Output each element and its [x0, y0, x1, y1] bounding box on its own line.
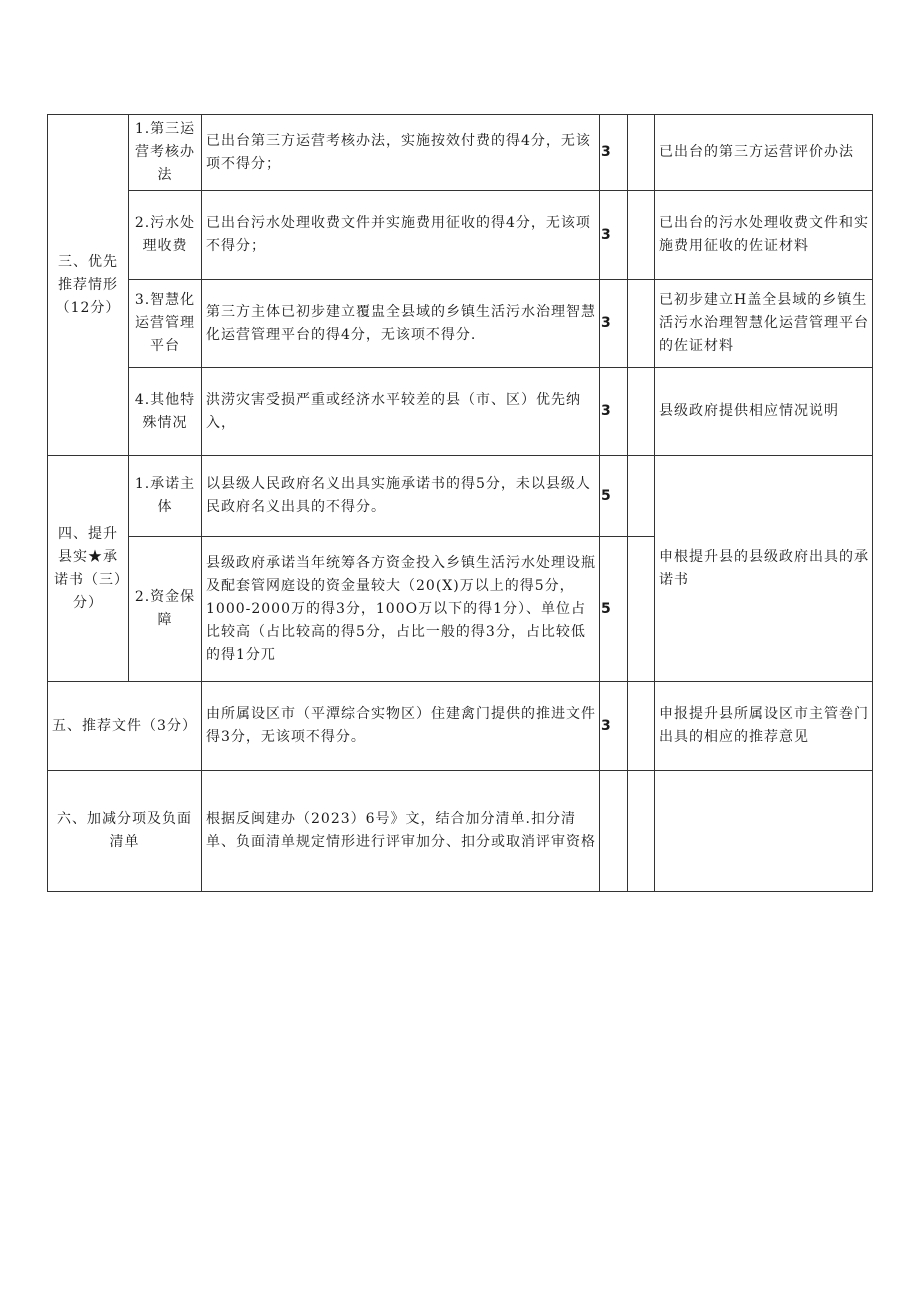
table-row — [48, 280, 873, 368]
category-cell-3: 三、优先推荐情形（12分） — [48, 115, 129, 456]
table-row — [48, 771, 873, 892]
item-evidence: 已出台的污水处理收费文件和实施费用征收的佐证材料 — [655, 191, 873, 280]
item-score: 3 — [600, 191, 628, 280]
item-criteria: 以县级人民政府名义出具实施承诺书的得5分，未以县级人民政府名义出具的不得分。 — [202, 456, 600, 537]
category-cell-5: 五、推荐文件（3分） — [48, 682, 202, 771]
item-score: 3 — [600, 280, 628, 368]
table-row — [48, 456, 873, 537]
item-evidence: 申根提升县的县级政府出具的承诺书 — [655, 456, 873, 682]
item-evidence: 已出台的第三方运营评价办法 — [655, 115, 873, 191]
blank-cell — [628, 456, 655, 537]
table-row — [48, 368, 873, 456]
item-evidence: 申报提升县所属设区市主管巻门出具的相应的推荐意见 — [655, 682, 873, 771]
item-score: 5 — [600, 537, 628, 682]
item-name: 2.污水处理收费 — [129, 191, 202, 280]
item-criteria: 由所属设区市（平潭综合实物区）住建禽门提供的推进文件得3分，无该项不得分。 — [202, 682, 600, 771]
item-criteria: 第三方主体已初步建立覆盅全县域的乡镇生活污水治理智慧化运营管理平台的得4分，无该项不得分. — [202, 280, 600, 368]
scoring-table — [47, 114, 873, 892]
blank-cell — [628, 115, 655, 191]
item-score: 3 — [600, 115, 628, 191]
item-name: 3.智慧化运营管理平台 — [129, 280, 202, 368]
table-row — [48, 191, 873, 280]
blank-cell — [628, 771, 655, 892]
blank-cell — [628, 191, 655, 280]
item-score: 3 — [600, 682, 628, 771]
item-criteria: 洪涝灾害受损严重或经济水平较差的县（市、区）优先纳入， — [202, 368, 600, 456]
table-row — [48, 115, 873, 191]
item-evidence: 已初步建立H盖全县域的乡镇生活污水治理智慧化运营管理平台的佐证材料 — [655, 280, 873, 368]
item-criteria: 已出台污水处理收费文件并实施费用征收的得4分，无该项不得分； — [202, 191, 600, 280]
item-name: 2.资金保障 — [129, 537, 202, 682]
item-criteria: 根据反闽建办（2023）6号》文，结合加分清单.扣分清单、负面清单规定情形进行评审加分、扣分或取消评审资格 — [202, 771, 600, 892]
item-criteria: 已出台第三方运营考核办法，实施按效付费的得4分，无该项不得分； — [202, 115, 600, 191]
blank-cell — [628, 280, 655, 368]
category-cell-4: 四、提升县实★承诺书（三）分） — [48, 456, 129, 682]
item-score: 5 — [600, 456, 628, 537]
item-name: 1.承诺主体 — [129, 456, 202, 537]
item-name: 1.第三运营考核办法 — [129, 115, 202, 191]
table-row — [48, 682, 873, 771]
item-evidence: 县级政府提供相应情况说明 — [655, 368, 873, 456]
category-cell-6: 六、加减分项及负面清单 — [48, 771, 202, 892]
blank-cell — [628, 682, 655, 771]
item-evidence — [655, 771, 873, 892]
item-criteria: 县级政府承诺当年统筹各方资金投入乡镇生活污水处理设瓶及配套管网庭设的资金量较大（20(X)万以上的得5分，1000-2000万的得3分，100O万以下的得1分）、单位占比较高（占比较高的得5分，占比一般的得3分，占比较低的得1分兀 — [202, 537, 600, 682]
item-score — [600, 771, 628, 892]
item-score: 3 — [600, 368, 628, 456]
blank-cell — [628, 537, 655, 682]
item-name: 4.其他特殊情况 — [129, 368, 202, 456]
blank-cell — [628, 368, 655, 456]
